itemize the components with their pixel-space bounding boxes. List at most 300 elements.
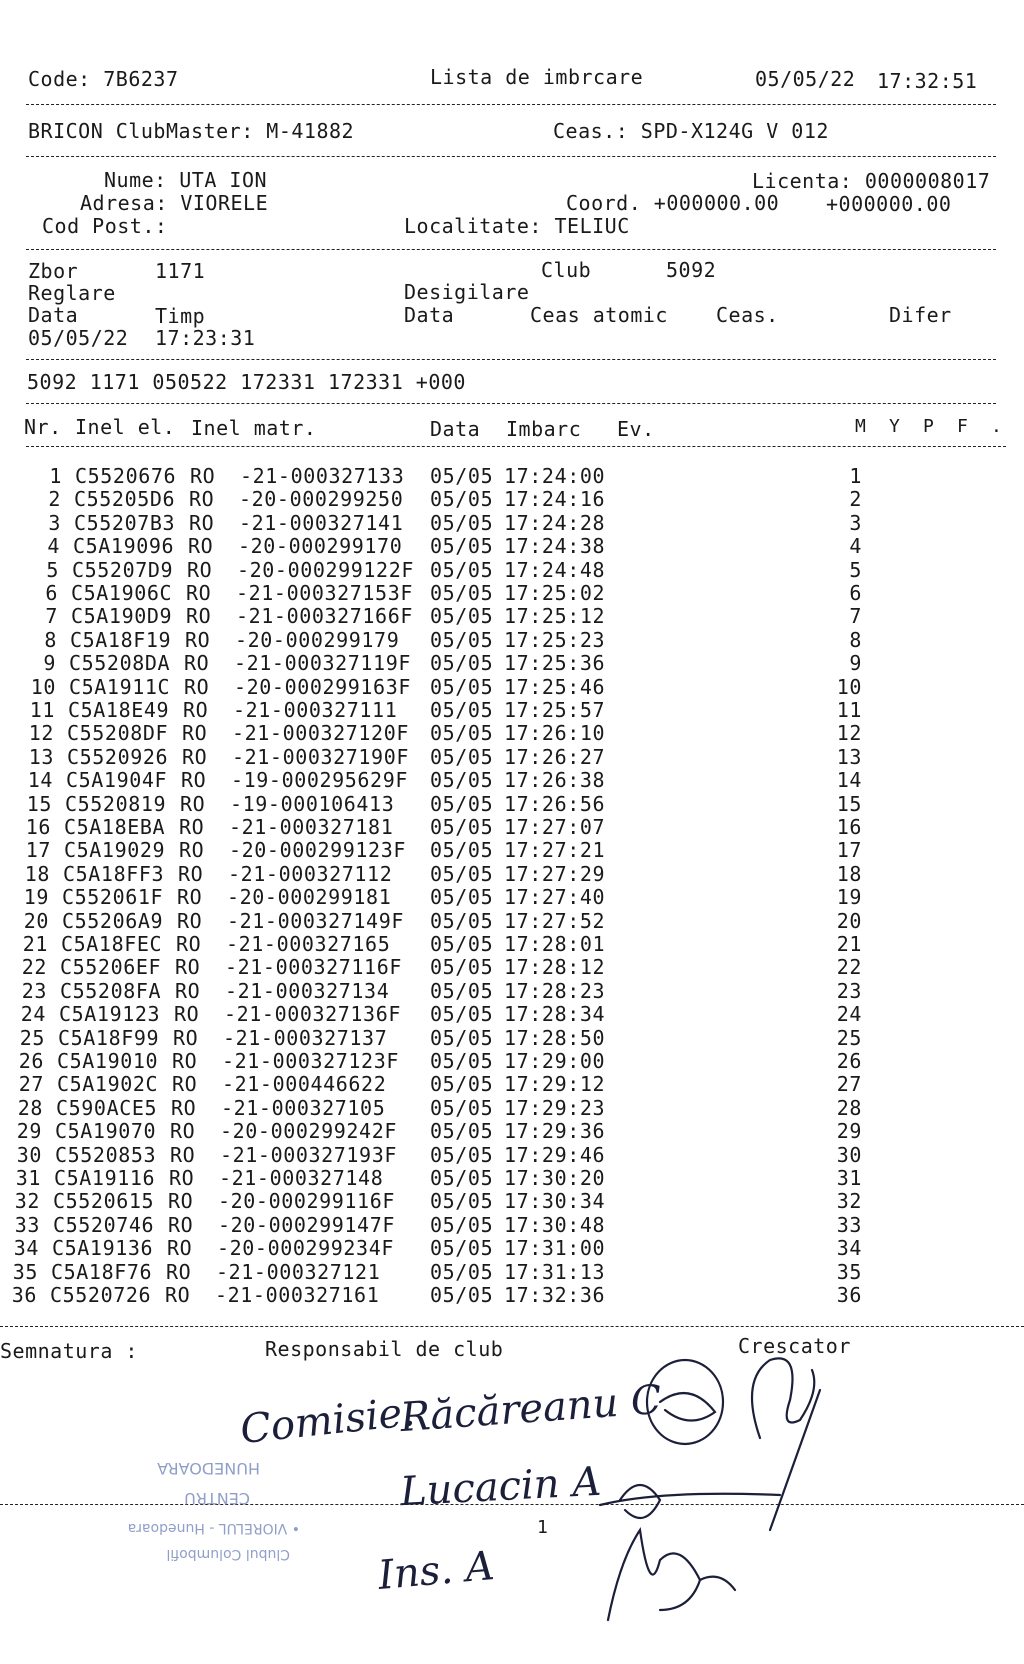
arrival-time: 17:25:57 bbox=[504, 698, 606, 722]
ring-country: RO bbox=[170, 1119, 196, 1144]
device-clock: Ceas.: SPD-X124G V 012 bbox=[553, 119, 829, 143]
ring-country: RO bbox=[182, 744, 208, 769]
rank: 30 bbox=[836, 1142, 862, 1167]
ring-matriculation: -21-000327193F bbox=[220, 1142, 397, 1167]
arrival-date: 05/05 bbox=[430, 651, 494, 676]
row-number: 33 bbox=[14, 1212, 40, 1237]
ring-electronic: C5A19123 bbox=[59, 1002, 161, 1027]
stamp-line: CENTRU bbox=[184, 1489, 250, 1508]
rank: 1 bbox=[849, 464, 862, 488]
signature-commission: Comisie. bbox=[238, 1388, 418, 1454]
ring-country: RO bbox=[184, 651, 210, 676]
ring-matriculation: -21-000327148 bbox=[219, 1166, 384, 1190]
arrival-date: 05/05 bbox=[430, 1142, 494, 1167]
owner-coord-2: +000000.00 bbox=[826, 192, 952, 216]
ring-electronic: C55208DA bbox=[69, 651, 171, 676]
ring-country: RO bbox=[165, 1283, 191, 1307]
rank: 28 bbox=[836, 1095, 862, 1120]
ring-country: RO bbox=[168, 1212, 194, 1237]
ring-matriculation: -20-000299250 bbox=[239, 487, 404, 512]
arrival-date: 05/05 bbox=[430, 744, 494, 769]
rank: 8 bbox=[849, 627, 862, 652]
arrival-time: 17:30:20 bbox=[504, 1166, 606, 1190]
arrival-time: 17:25:12 bbox=[504, 604, 606, 629]
owner-license: Licenta: 0000008017 bbox=[752, 169, 991, 193]
ring-electronic: C55205D6 bbox=[74, 487, 176, 512]
ring-matriculation: -20-000299147F bbox=[218, 1212, 395, 1237]
arrival-date: 05/05 bbox=[430, 674, 494, 699]
ring-country: RO bbox=[185, 627, 211, 652]
arrival-date: 05/05 bbox=[430, 581, 494, 605]
arrival-date: 05/05 bbox=[430, 791, 494, 816]
arrival-time: 17:26:38 bbox=[504, 768, 606, 793]
ring-country: RO bbox=[184, 674, 210, 699]
ring-matriculation: -21-000327105 bbox=[221, 1095, 386, 1120]
ring-matriculation: -21-000327119F bbox=[234, 651, 411, 676]
arrival-date: 05/05 bbox=[430, 464, 494, 488]
ring-country: RO bbox=[167, 1236, 193, 1261]
atomic-clock-label: Ceas atomic bbox=[530, 303, 668, 327]
arrival-time: 17:27:52 bbox=[504, 908, 606, 933]
row-number: 32 bbox=[14, 1189, 40, 1214]
device-model: BRICON ClubMaster: M-41882 bbox=[28, 119, 355, 143]
arrival-date: 05/05 bbox=[430, 1212, 494, 1237]
ring-electronic: C5A18F99 bbox=[58, 1025, 160, 1050]
arrival-time: 17:29:00 bbox=[504, 1049, 606, 1073]
arrival-date: 05/05 bbox=[430, 978, 494, 1003]
ring-electronic: C55208DF bbox=[67, 721, 169, 746]
row-number: 2 bbox=[48, 487, 61, 512]
row-number: 28 bbox=[17, 1095, 43, 1120]
ring-electronic: C552061F bbox=[62, 885, 164, 910]
document-code: Code: 7B6237 bbox=[28, 67, 179, 91]
row-number: 3 bbox=[48, 510, 61, 535]
rank: 33 bbox=[836, 1212, 862, 1237]
row-number: 13 bbox=[28, 744, 54, 769]
ring-matriculation: -21-000327165 bbox=[226, 932, 391, 956]
arrival-date: 05/05 bbox=[430, 1236, 494, 1261]
row-number: 18 bbox=[24, 861, 50, 886]
rank: 25 bbox=[836, 1025, 862, 1050]
arrival-date: 05/05 bbox=[430, 1283, 494, 1307]
ring-country: RO bbox=[190, 464, 216, 488]
breeder-signature-stroke bbox=[752, 1358, 814, 1438]
row-number: 29 bbox=[16, 1119, 42, 1144]
ring-matriculation: -21-000446622 bbox=[222, 1072, 387, 1097]
ring-country: RO bbox=[182, 721, 208, 746]
club-responsible-label: Responsabil de club bbox=[265, 1337, 504, 1361]
ring-matriculation: -20-000299116F bbox=[218, 1189, 395, 1214]
arrival-date: 05/05 bbox=[430, 1166, 494, 1190]
ring-matriculation: -20-000299242F bbox=[220, 1119, 397, 1144]
rank: 27 bbox=[836, 1072, 862, 1097]
ring-electronic: C5A18F19 bbox=[70, 627, 172, 652]
arrival-time: 17:29:36 bbox=[504, 1119, 606, 1144]
row-number: 4 bbox=[47, 534, 60, 559]
club-number: 5092 bbox=[666, 258, 717, 282]
ring-matriculation: -20-000299123F bbox=[229, 838, 406, 863]
rank: 9 bbox=[849, 651, 862, 676]
ring-matriculation: -20-000299163F bbox=[234, 674, 411, 699]
row-number: 9 bbox=[43, 651, 56, 676]
arrival-time: 17:27:21 bbox=[504, 838, 606, 863]
ring-electronic: C5A19029 bbox=[64, 838, 166, 863]
arrival-time: 17:24:16 bbox=[504, 487, 606, 512]
rank: 5 bbox=[849, 557, 862, 582]
row-number: 6 bbox=[45, 581, 58, 605]
arrival-date: 05/05 bbox=[430, 557, 494, 582]
ring-country: RO bbox=[175, 955, 201, 980]
difference-label: Difer bbox=[889, 303, 952, 327]
row-number: 34 bbox=[13, 1236, 39, 1261]
ring-country: RO bbox=[168, 1189, 194, 1214]
arrival-time: 17:28:12 bbox=[504, 955, 606, 980]
arrival-time: 17:27:40 bbox=[504, 885, 606, 910]
ring-electronic: C5A18E49 bbox=[68, 698, 170, 722]
rank: 14 bbox=[836, 768, 862, 793]
arrival-time: 17:25:46 bbox=[504, 674, 606, 699]
ring-matriculation: -20-000299179 bbox=[235, 627, 400, 652]
ring-country: RO bbox=[175, 978, 201, 1003]
ring-matriculation: -19-000106413 bbox=[230, 791, 395, 816]
row-number: 36 bbox=[11, 1283, 37, 1307]
ring-matriculation: -21-000327120F bbox=[232, 721, 409, 746]
row-number: 20 bbox=[23, 908, 49, 933]
arrival-time: 17:30:48 bbox=[504, 1212, 606, 1237]
desigilare-date-label: Data bbox=[404, 303, 455, 327]
owner-name: Nume: UTA ION bbox=[104, 168, 268, 192]
stamp-line: HUNEDOARA bbox=[157, 1459, 260, 1478]
ring-matriculation: -20-000299122F bbox=[237, 557, 414, 582]
print-date: 05/05/22 bbox=[755, 67, 856, 91]
rank: 6 bbox=[849, 581, 862, 605]
rank: 31 bbox=[836, 1166, 862, 1190]
arrival-date: 05/05 bbox=[430, 721, 494, 746]
ring-matriculation: -21-000327111 bbox=[233, 698, 398, 722]
arrival-time: 17:28:34 bbox=[504, 1002, 606, 1027]
arrival-time: 17:30:34 bbox=[504, 1189, 606, 1214]
row-number: 31 bbox=[15, 1166, 41, 1190]
ring-electronic: C55206A9 bbox=[62, 908, 164, 933]
breeder-signature-stroke bbox=[770, 1390, 820, 1530]
ring-electronic: C5A18FEC bbox=[61, 932, 163, 956]
ring-electronic: C5A1904F bbox=[66, 768, 168, 793]
ring-matriculation: -21-000327112 bbox=[228, 861, 393, 886]
ring-country: RO bbox=[186, 604, 212, 629]
ring-country: RO bbox=[189, 487, 215, 512]
rank: 12 bbox=[836, 721, 862, 746]
stamp-line: • VIORELUL - Hunedoara bbox=[127, 1520, 300, 1536]
rank: 17 bbox=[836, 838, 862, 863]
arrival-date: 05/05 bbox=[430, 487, 494, 512]
arrival-time: 17:29:23 bbox=[504, 1095, 606, 1120]
row-number: 10 bbox=[30, 674, 56, 699]
flight-label: Zbor bbox=[28, 259, 79, 283]
ring-country: RO bbox=[186, 581, 212, 605]
ring-electronic: C55207D9 bbox=[72, 557, 174, 582]
ring-country: RO bbox=[171, 1095, 197, 1120]
reglare-label: Reglare bbox=[28, 281, 116, 305]
rank: 16 bbox=[836, 815, 862, 839]
ring-electronic: C5A19010 bbox=[57, 1049, 159, 1073]
signature-lucacin: Lucacin A bbox=[398, 1458, 603, 1516]
row-number: 16 bbox=[25, 815, 51, 839]
row-number: 17 bbox=[25, 838, 51, 863]
rank: 20 bbox=[836, 908, 862, 933]
rank: 29 bbox=[836, 1119, 862, 1144]
row-number: 8 bbox=[44, 627, 57, 652]
ring-electronic: C55208FA bbox=[60, 978, 162, 1003]
arrival-time: 17:26:10 bbox=[504, 721, 606, 746]
breeder-signature-loop bbox=[647, 1360, 723, 1444]
ring-country: RO bbox=[174, 1002, 200, 1027]
rank: 18 bbox=[836, 861, 862, 886]
arrival-date: 05/05 bbox=[430, 1119, 494, 1144]
row-number: 11 bbox=[29, 698, 55, 722]
arrival-date: 05/05 bbox=[430, 510, 494, 535]
ring-country: RO bbox=[169, 1166, 195, 1190]
ring-country: RO bbox=[172, 1049, 198, 1073]
row-number: 14 bbox=[27, 768, 53, 793]
ring-electronic: C5A18F76 bbox=[51, 1259, 153, 1284]
ring-matriculation: -20-000299181 bbox=[227, 885, 392, 910]
arrival-time: 17:25:36 bbox=[504, 651, 606, 676]
ring-matriculation: -21-000327136F bbox=[224, 1002, 401, 1027]
ring-electronic: C5A19116 bbox=[54, 1166, 156, 1190]
col-nr: Nr. bbox=[24, 415, 62, 439]
ring-country: RO bbox=[166, 1259, 192, 1284]
page-number: 1 bbox=[537, 1517, 549, 1538]
arrival-time: 17:24:28 bbox=[504, 510, 606, 535]
ring-country: RO bbox=[187, 557, 213, 582]
arrival-date: 05/05 bbox=[430, 1095, 494, 1120]
arrival-time: 17:26:27 bbox=[504, 744, 606, 769]
arrival-time: 17:31:00 bbox=[504, 1236, 606, 1261]
arrival-time: 17:31:13 bbox=[504, 1259, 606, 1284]
ring-electronic: C5A18EBA bbox=[64, 815, 166, 839]
ring-country: RO bbox=[173, 1025, 199, 1050]
col-event: Ev. bbox=[617, 417, 655, 441]
arrival-date: 05/05 bbox=[430, 698, 494, 722]
clock-label: Ceas. bbox=[716, 303, 779, 327]
ring-matriculation: -21-000327133 bbox=[240, 464, 405, 488]
row-number: 19 bbox=[23, 885, 49, 910]
inspector-signature-stroke bbox=[608, 1530, 735, 1620]
arrival-time: 17:26:56 bbox=[504, 791, 606, 816]
col-ring-electronic: Inel el. bbox=[75, 415, 176, 439]
ring-matriculation: -21-000327116F bbox=[225, 955, 402, 980]
arrival-date: 05/05 bbox=[430, 1259, 494, 1284]
ring-electronic: C55207B3 bbox=[74, 510, 176, 535]
ring-electronic: C590ACE5 bbox=[56, 1095, 158, 1120]
row-number: 23 bbox=[21, 978, 47, 1003]
rank: 34 bbox=[836, 1236, 862, 1261]
ring-electronic: C5A19136 bbox=[52, 1236, 154, 1261]
signature-inspector: Ins. A bbox=[376, 1543, 497, 1599]
ring-matriculation: -21-000327134 bbox=[225, 978, 390, 1003]
arrival-date: 05/05 bbox=[430, 932, 494, 956]
ring-matriculation: -21-000327141 bbox=[239, 510, 404, 535]
arrival-time: 17:29:46 bbox=[504, 1142, 606, 1167]
ring-matriculation: -21-000327137 bbox=[223, 1025, 388, 1050]
row-number: 27 bbox=[18, 1072, 44, 1097]
arrival-date: 05/05 bbox=[430, 1002, 494, 1027]
arrival-time: 17:24:38 bbox=[504, 534, 606, 559]
arrival-date: 05/05 bbox=[430, 1025, 494, 1050]
arrival-date: 05/05 bbox=[430, 815, 494, 839]
arrival-time: 17:28:01 bbox=[504, 932, 606, 956]
rank: 7 bbox=[849, 604, 862, 629]
row-number: 21 bbox=[22, 932, 48, 956]
arrival-date: 05/05 bbox=[430, 838, 494, 863]
ring-matriculation: -21-000327149F bbox=[227, 908, 404, 933]
ring-country: RO bbox=[180, 791, 206, 816]
arrival-date: 05/05 bbox=[430, 534, 494, 559]
row-number: 24 bbox=[20, 1002, 46, 1027]
desigilare-label: Desigilare bbox=[404, 280, 530, 304]
row-number: 1 bbox=[49, 464, 62, 488]
arrival-date: 05/05 bbox=[430, 885, 494, 910]
ring-electronic: C5520746 bbox=[53, 1212, 155, 1237]
ring-electronic: C5520726 bbox=[50, 1283, 152, 1307]
arrival-time: 17:28:23 bbox=[504, 978, 606, 1003]
flight-number: 1171 bbox=[155, 259, 206, 283]
arrival-time: 17:25:02 bbox=[504, 581, 606, 605]
rank: 2 bbox=[849, 487, 862, 512]
owner-coord: Coord. +000000.00 bbox=[566, 191, 780, 215]
ring-matriculation: -21-000327190F bbox=[232, 744, 409, 769]
ring-country: RO bbox=[177, 908, 203, 933]
rank: 21 bbox=[836, 932, 862, 956]
arrival-time: 17:27:29 bbox=[504, 861, 606, 886]
row-number: 26 bbox=[18, 1049, 44, 1073]
ring-matriculation: -21-000327161 bbox=[215, 1283, 380, 1307]
col-myp: M Y P F . bbox=[855, 416, 1003, 437]
ring-matriculation: -19-000295629F bbox=[231, 768, 408, 793]
row-number: 7 bbox=[45, 604, 58, 629]
ring-electronic: C5520926 bbox=[67, 744, 169, 769]
ring-country: RO bbox=[178, 861, 204, 886]
ring-country: RO bbox=[188, 534, 214, 559]
ring-country: RO bbox=[183, 698, 209, 722]
arrival-date: 05/05 bbox=[430, 861, 494, 886]
rank: 36 bbox=[836, 1283, 862, 1307]
ring-country: RO bbox=[176, 932, 202, 956]
ring-electronic: C5520676 bbox=[75, 464, 177, 488]
rank: 22 bbox=[836, 955, 862, 980]
rank: 26 bbox=[836, 1049, 862, 1073]
rank: 23 bbox=[836, 978, 862, 1003]
row-number: 12 bbox=[28, 721, 54, 746]
arrival-time: 17:32:36 bbox=[504, 1283, 606, 1307]
stamp-line: Clubul Columbofil bbox=[166, 1546, 290, 1562]
ring-electronic: C5A1902C bbox=[57, 1072, 159, 1097]
ring-matriculation: -21-000327123F bbox=[222, 1049, 399, 1073]
ring-matriculation: -21-000327153F bbox=[236, 581, 413, 605]
arrival-time: 17:28:50 bbox=[504, 1025, 606, 1050]
owner-locality: Localitate: TELIUC bbox=[404, 214, 630, 238]
ring-matriculation: -21-000327121 bbox=[216, 1259, 381, 1284]
breeder-signature-stroke bbox=[660, 1393, 715, 1420]
ring-matriculation: -20-000299234F bbox=[217, 1236, 394, 1261]
row-number: 5 bbox=[46, 557, 59, 582]
owner-address: Adresa: VIORELE bbox=[80, 191, 269, 215]
arrival-date: 05/05 bbox=[430, 1049, 494, 1073]
ring-country: RO bbox=[179, 838, 205, 863]
arrival-time: 17:24:48 bbox=[504, 557, 606, 582]
ring-matriculation: -21-000327166F bbox=[236, 604, 413, 629]
rank: 35 bbox=[836, 1259, 862, 1284]
arrival-time: 17:27:07 bbox=[504, 815, 606, 839]
row-number: 25 bbox=[19, 1025, 45, 1050]
row-number: 22 bbox=[21, 955, 47, 980]
ring-country: RO bbox=[177, 885, 203, 910]
ring-electronic: C5520819 bbox=[65, 791, 167, 816]
col-date: Data bbox=[430, 417, 481, 441]
club-label: Club bbox=[541, 258, 592, 282]
ring-electronic: C5A19070 bbox=[55, 1119, 157, 1144]
ring-electronic: C5A1906C bbox=[71, 581, 173, 605]
ring-electronic: C5A190D9 bbox=[71, 604, 173, 629]
rank: 24 bbox=[836, 1002, 862, 1027]
rank: 4 bbox=[849, 534, 862, 559]
ring-matriculation: -20-000299170 bbox=[238, 534, 403, 559]
arrival-date: 05/05 bbox=[430, 908, 494, 933]
reglare-date-label: Data bbox=[28, 303, 79, 327]
owner-postcode: Cod Post.: bbox=[42, 214, 168, 238]
rank: 13 bbox=[836, 744, 862, 769]
rank: 19 bbox=[836, 885, 862, 910]
ring-electronic: C5520615 bbox=[53, 1189, 155, 1214]
arrival-date: 05/05 bbox=[430, 627, 494, 652]
arrival-time: 17:25:23 bbox=[504, 627, 606, 652]
ring-electronic: C5520853 bbox=[55, 1142, 157, 1167]
rank: 15 bbox=[836, 791, 862, 816]
document-title: Lista de imbrcare bbox=[430, 65, 644, 89]
reglare-time: 17:23:31 bbox=[155, 326, 256, 350]
signature-racareanu: Răcăreanu C bbox=[398, 1376, 663, 1442]
col-arrival: Imbarc bbox=[506, 417, 582, 441]
ring-electronic: C5A18FF3 bbox=[63, 861, 165, 886]
row-number: 15 bbox=[26, 791, 52, 816]
row-number: 30 bbox=[16, 1142, 42, 1167]
ring-country: RO bbox=[189, 510, 215, 535]
ring-country: RO bbox=[170, 1142, 196, 1167]
col-ring-matriculation: Inel matr. bbox=[191, 416, 317, 440]
ring-country: RO bbox=[172, 1072, 198, 1097]
reglare-time-label: Timp bbox=[155, 304, 206, 328]
ring-electronic: C55206EF bbox=[60, 955, 162, 980]
ring-electronic: C5A19096 bbox=[73, 534, 175, 559]
rank: 11 bbox=[836, 698, 862, 722]
arrival-date: 05/05 bbox=[430, 1189, 494, 1214]
arrival-date: 05/05 bbox=[430, 604, 494, 629]
ring-electronic: C5A1911C bbox=[69, 674, 171, 699]
ring-country: RO bbox=[181, 768, 207, 793]
rank: 10 bbox=[836, 674, 862, 699]
reglare-date: 05/05/22 bbox=[28, 326, 129, 350]
arrival-date: 05/05 bbox=[430, 768, 494, 793]
summary-line: 5092 1171 050522 172331 172331 +000 bbox=[27, 370, 466, 394]
ring-country: RO bbox=[179, 815, 205, 839]
arrival-time: 17:24:00 bbox=[504, 464, 606, 488]
breeder-label: Crescator bbox=[738, 1334, 851, 1358]
signature-label: Semnatura : bbox=[0, 1339, 138, 1363]
arrival-time: 17:29:12 bbox=[504, 1072, 606, 1097]
ring-matriculation: -21-000327181 bbox=[229, 815, 394, 839]
rank: 3 bbox=[849, 510, 862, 535]
arrival-date: 05/05 bbox=[430, 955, 494, 980]
